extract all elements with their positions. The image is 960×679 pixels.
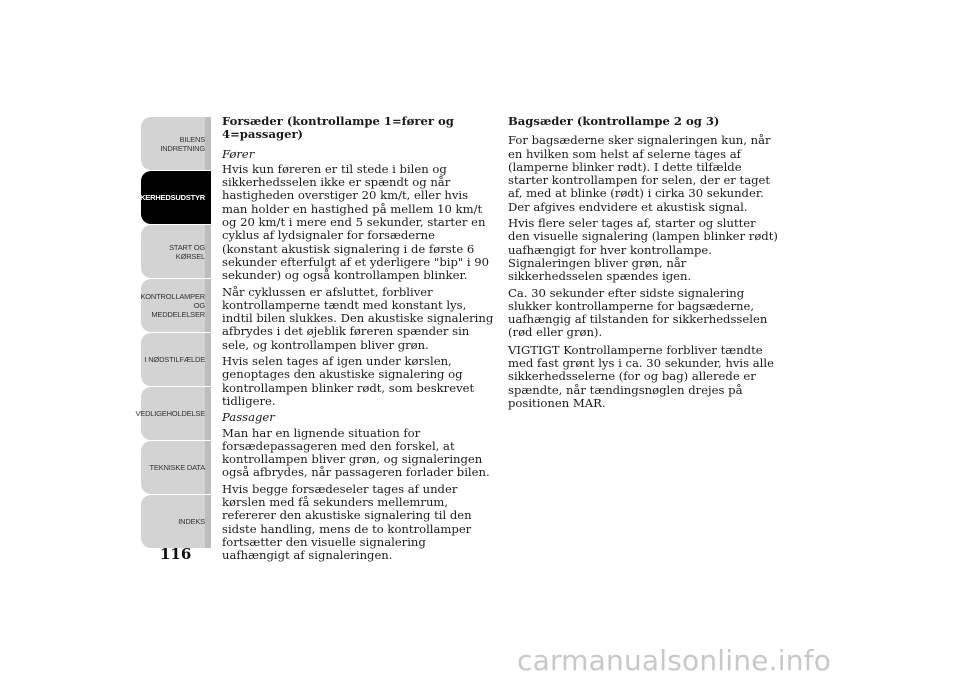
paragraph: Man har en lignende situation for forsædepassageren med den forskel, at kontrollampen bliver grøn, og signaleringen også afbrydes, når passageren forlader bilen. xyxy=(222,425,490,480)
tab-bilens-indretning[interactable]: BILENS INDRETNING xyxy=(141,117,211,170)
chapter-sidebar xyxy=(128,117,211,549)
tab-indeks[interactable]: INDEKS xyxy=(141,495,211,548)
paragraph: Ca. 30 sekunder efter sidste signalering slukker kontrollamperne for bagsæderne, uafhængig af tilstanden for sikkerhedsselen (rød eller grøn). xyxy=(508,285,768,340)
tab-i-nodstilfaelde[interactable]: I NØDSTILFÆLDE xyxy=(141,333,211,386)
paragraph: Når cyklussen er afsluttet, forbliver kontrollamperne tændt med konstant lys, indtil bilen slukkes. Den akustiske signalering afbrydes i det øjeblik føreren spænder sin sele, og kontrollampen bliver grøn. xyxy=(222,284,494,352)
paragraph: Hvis selen tages af igen under kørslen, genoptages den akustiske signalering og kontrollampen blinker rødt, som beskrevet tidligere. xyxy=(222,354,475,408)
tab-sikkerhedsudstyr[interactable]: SIKKERHEDSUDSTYR xyxy=(141,171,211,224)
paragraph: Hvis flere seler tages af, starter og slutter den visuelle signalering (lampen blinker rødt) uafhængigt for hver kontrollampe. Signaleringen bliver grøn, når sikkerhedsselen spændes igen. xyxy=(508,216,778,284)
section-heading-front-seats: Forsæder (kontrollampe 1=fører og 4=passager) xyxy=(222,114,454,142)
left-column xyxy=(222,115,494,566)
subheading-driver: Fører xyxy=(222,146,255,161)
paragraph: For bagsæderne sker signaleringen kun, når en hvilken som helst af selerne tages af (lamperne blinker rødt). I dette tilfælde starter kontrollampen for selen, der er taget af, med at blinke (rødt) i cirka 30 sekunder. Der afgives endvidere et akustisk signal. xyxy=(508,133,771,214)
paragraph: Hvis begge forsædeseler tages af under kørslen med få sekunders mellemrum, refererer den akustiske signalering til den sidste handling, mens de to kontrollamper fortsætter den visuelle signalering uafhængigt af signaleringen. xyxy=(222,481,472,563)
tab-tekniske-data[interactable]: TEKNISKE DATA xyxy=(141,441,211,494)
tab-vedligeholdelse[interactable]: VEDLIGEHOLDELSE xyxy=(141,387,211,440)
right-column xyxy=(508,115,778,413)
page-number: 116 xyxy=(160,545,192,563)
subheading-passenger: Passager xyxy=(222,410,275,425)
tab-kontrollamper[interactable]: KONTROLLAMPER OG MEDDELELSER xyxy=(141,279,211,332)
important-note: VIGTIGT Kontrollamperne forbliver tændte med fast grønt lys i ca. 30 sekunder, hvis alle sikkerhedsselerne (for og bag) allerede er spændte, når tændingsnøglen drejes på positionen MAR. xyxy=(508,342,774,410)
tab-start-og-korsel[interactable]: START OG KØRSEL xyxy=(141,225,211,278)
watermark: carmanualsonline.info xyxy=(517,644,832,677)
paragraph: Hvis kun føreren er til stede i bilen og sikkerhedsselen ikke er spændt og når hastigheden overstiger 20 km/t, eller hvis man holder en hastighed på mellem 10 km/t og 20 km/t i mere end 5 sekunder, starter en cyklus af lydsignaler for forsæderne (konstant akustisk signalering i de første 6 sekunder efterfulgt af et yderligere "bip" i 90 sekunder) og også kontrollampen blinker. xyxy=(222,161,490,283)
section-heading-rear-seats: Bagsæder (kontrollampe 2 og 3) xyxy=(508,114,720,128)
